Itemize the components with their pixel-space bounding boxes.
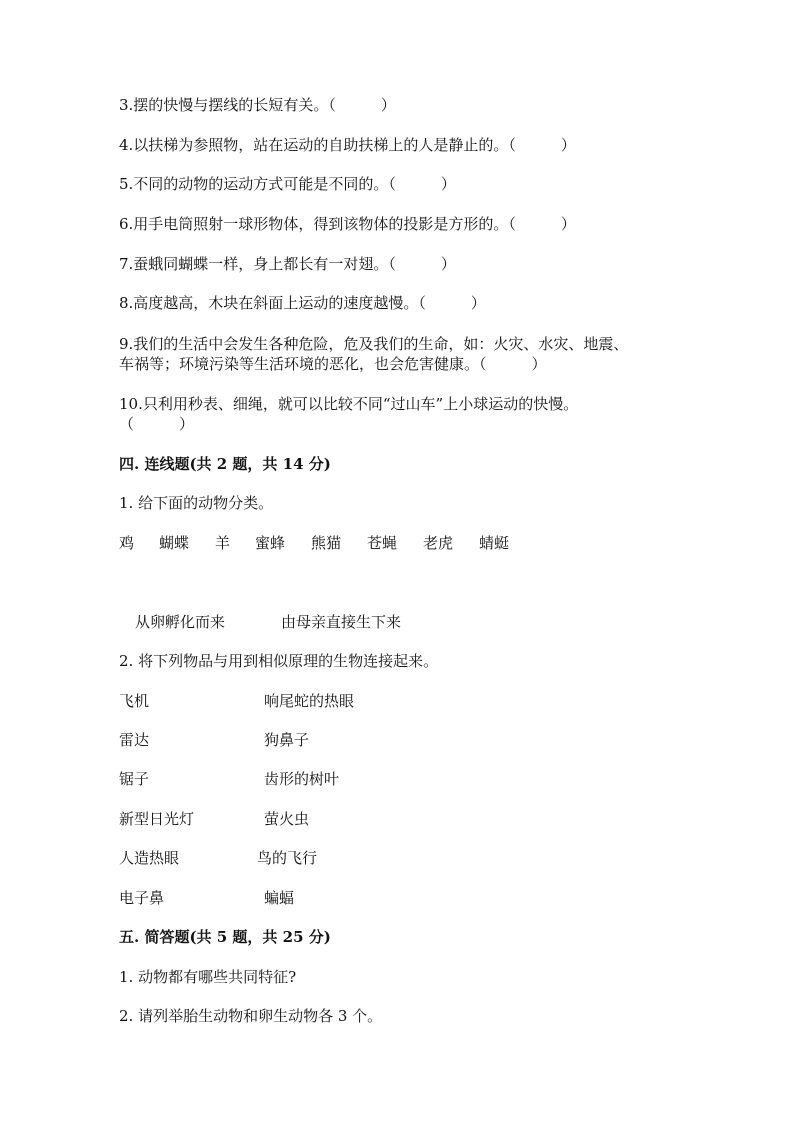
judgement-item-4: 4.以扶梯为参照物，站在运动的自助扶梯上的人是静止的。（ ） [119, 136, 576, 154]
match-right-item: 鸟的飞行 [257, 849, 318, 867]
match-right-item: 狗鼻子 [264, 731, 310, 749]
match-left-item: 锯子 [119, 770, 150, 788]
judgement-item-5: 5.不同的动物的运动方式可能是不同的。（ ） [119, 175, 456, 193]
judgement-item-9-line2: 车祸等；环境污染等生活环境的恶化，也会危害健康。（ ） [119, 355, 547, 373]
match-right-item: 萤火虫 [264, 810, 310, 828]
match-left-item: 雷达 [119, 731, 150, 749]
animal-item: 熊猫 [311, 534, 342, 552]
section-4-question-1: 1. 给下面的动物分类。 [119, 494, 274, 512]
match-left-item: 新型日光灯 [119, 810, 195, 828]
animal-item: 羊 [215, 534, 231, 552]
judgement-item-10-line1: 10.只利用秒表、细绳，就可以比较不同“过山车”上小球运动的快慢。 [119, 395, 579, 413]
animal-item: 老虎 [423, 534, 454, 552]
judgement-item-8: 8.高度越高，木块在斜面上运动的速度越慢。（ ） [119, 294, 486, 312]
judgement-item-10-line2: （ ） [119, 415, 195, 433]
category-viviparous: 由母亲直接生下来 [281, 613, 402, 631]
match-right-item: 齿形的树叶 [264, 770, 340, 788]
animal-item: 鸡 [119, 534, 135, 552]
category-oviparous: 从卵孵化而来 [135, 613, 226, 631]
match-left-item: 电子鼻 [119, 889, 165, 907]
section-4-title: 四. 连线题(共 2 题，共 14 分) [119, 455, 331, 473]
section-5-question-2: 2. 请列举胎生动物和卵生动物各 3 个。 [119, 1007, 383, 1025]
judgement-item-9-line1: 9.我们的生活中会发生各种危险，危及我们的生命，如：火灾、水灾、地震、 [119, 335, 629, 353]
judgement-item-3: 3.摆的快慢与摆线的长短有关。（ ） [119, 96, 396, 114]
animal-item: 蝴蝶 [159, 534, 190, 552]
section-4-question-2: 2. 将下列物品与用到相似原理的生物连接起来。 [119, 652, 439, 670]
animal-item: 蜻蜓 [479, 534, 510, 552]
judgement-item-7: 7.蚕蛾同蝴蝶一样，身上都长有一对翅。（ ） [119, 255, 456, 273]
judgement-item-6: 6.用手电筒照射一球形物体，得到该物体的投影是方形的。（ ） [119, 215, 576, 233]
match-left-item: 人造热眼 [119, 849, 180, 867]
match-right-item: 响尾蛇的热眼 [264, 692, 355, 710]
animal-item: 蜜蜂 [255, 534, 286, 552]
match-left-item: 飞机 [119, 692, 150, 710]
section-5-title: 五. 简答题(共 5 题，共 25 分) [119, 928, 331, 946]
section-5-question-1: 1. 动物都有哪些共同特征? [119, 968, 297, 986]
match-right-item: 蝙蝠 [264, 889, 295, 907]
animal-item: 苍蝇 [367, 534, 398, 552]
